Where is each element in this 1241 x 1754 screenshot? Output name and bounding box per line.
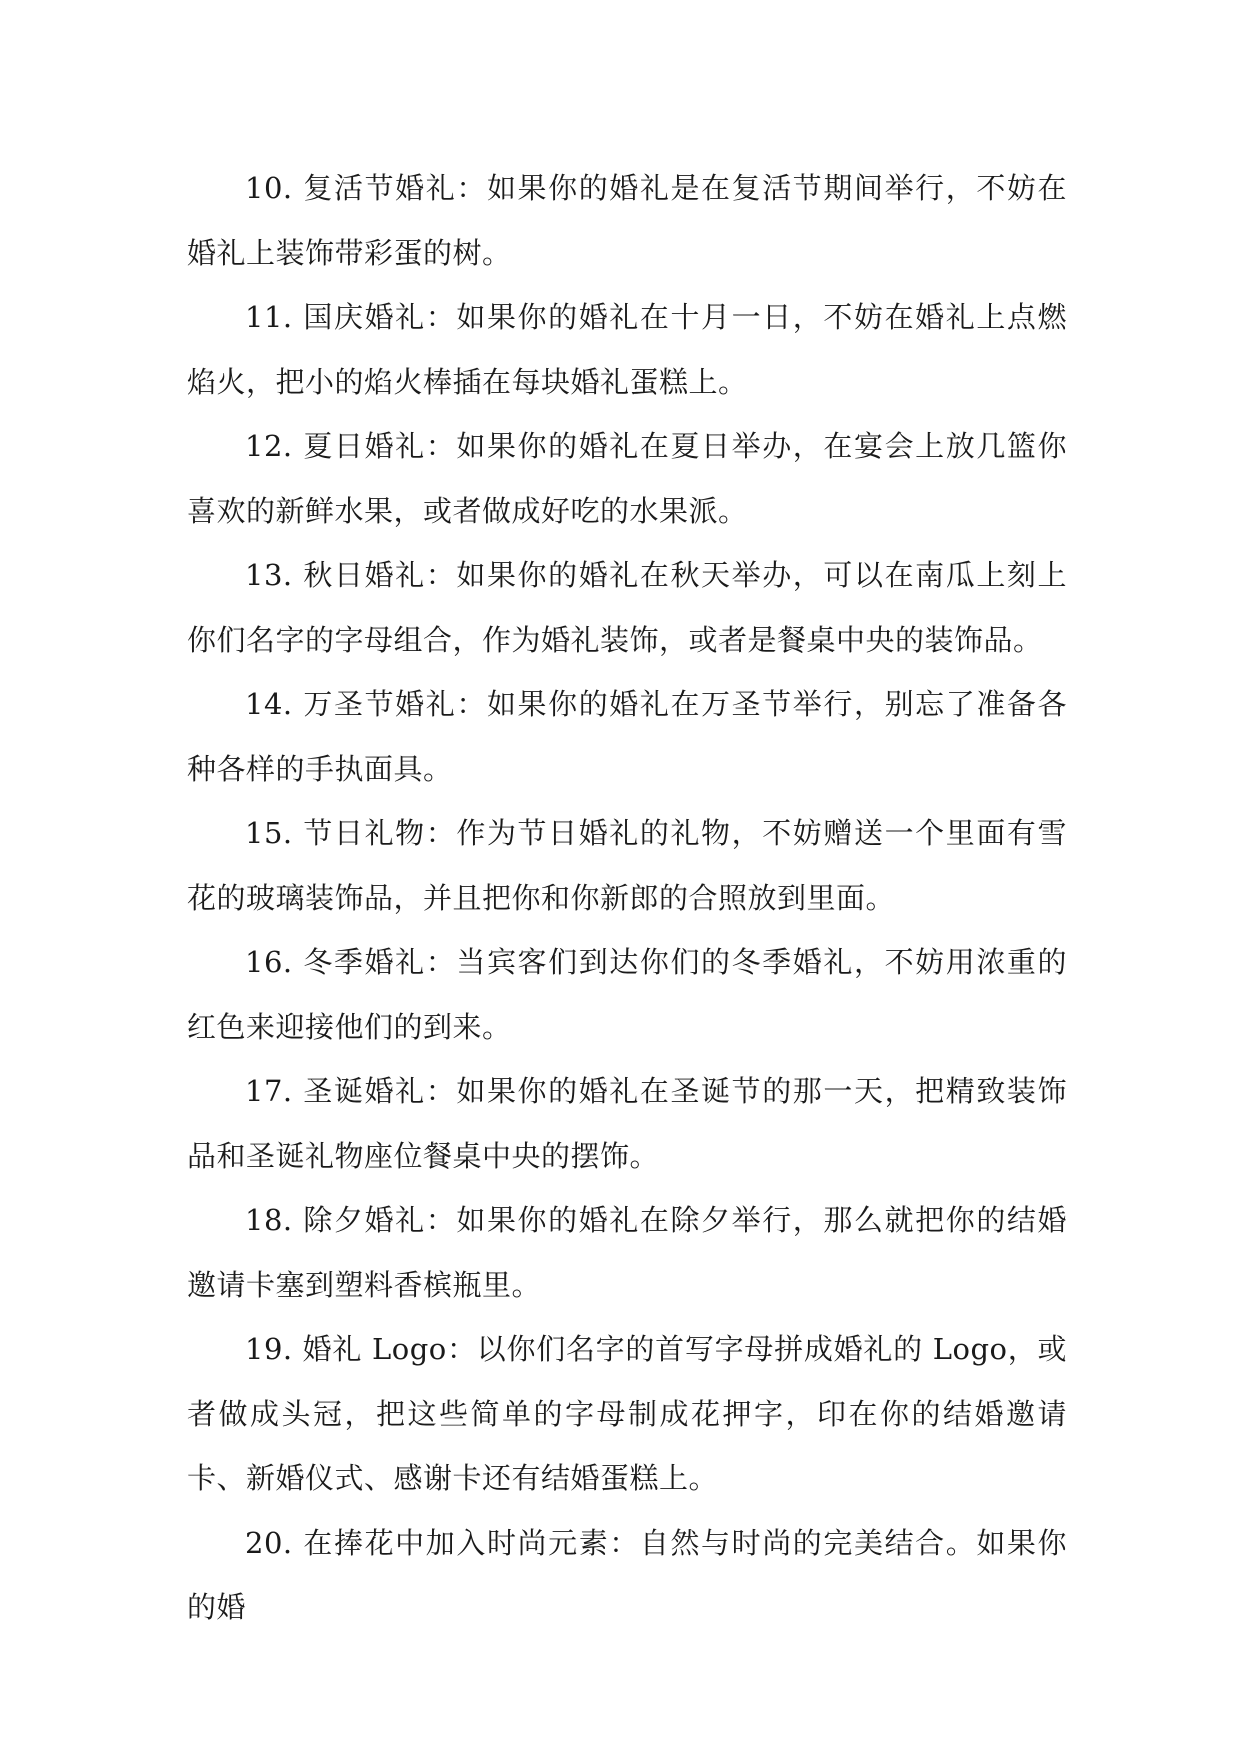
document-body: [187, 156, 1067, 1640]
paragraph-item-13: 13. 秋日婚礼：如果你的婚礼在秋天举办，可以在南瓜上刻上你们名字的字母组合，作为婚礼装饰，或者是餐桌中央的装饰品。: [187, 558, 1067, 657]
paragraph-item-12: 12. 夏日婚礼：如果你的婚礼在夏日举办，在宴会上放几篮你喜欢的新鲜水果，或者做成好吃的水果派。: [187, 429, 1067, 528]
paragraph-item-10: 10. 复活节婚礼：如果你的婚礼是在复活节期间举行，不妨在婚礼上装饰带彩蛋的树。: [187, 171, 1067, 270]
paragraph-item-14: 14. 万圣节婚礼：如果你的婚礼在万圣节举行，别忘了准备各种各样的手执面具。: [187, 687, 1067, 786]
paragraph-item-16: 16. 冬季婚礼：当宾客们到达你们的冬季婚礼，不妨用浓重的红色来迎接他们的到来。: [187, 945, 1067, 1044]
paragraph-item-18: 18. 除夕婚礼：如果你的婚礼在除夕举行，那么就把你的结婚邀请卡塞到塑料香槟瓶里。: [187, 1203, 1067, 1302]
paragraph-item-17: 17. 圣诞婚礼：如果你的婚礼在圣诞节的那一天，把精致装饰品和圣诞礼物座位餐桌中央的摆饰。: [187, 1074, 1067, 1173]
paragraph-item-11: 11. 国庆婚礼：如果你的婚礼在十月一日，不妨在婚礼上点燃焰火，把小的焰火棒插在每块婚礼蛋糕上。: [187, 300, 1067, 399]
paragraph-item-19: 19. 婚礼 Logo：以你们名字的首写字母拼成婚礼的 Logo，或者做成头冠，把这些简单的字母制成花押字，印在你的结婚邀请卡、新婚仪式、感谢卡还有结婚蛋糕上。: [187, 1332, 1067, 1495]
paragraph-item-15: 15. 节日礼物：作为节日婚礼的礼物，不妨赠送一个里面有雪花的玻璃装饰品，并且把你和你新郎的合照放到里面。: [187, 816, 1067, 915]
paragraph-item-20: 20. 在捧花中加入时尚元素：自然与时尚的完美结合。如果你的婚: [187, 1525, 1067, 1624]
